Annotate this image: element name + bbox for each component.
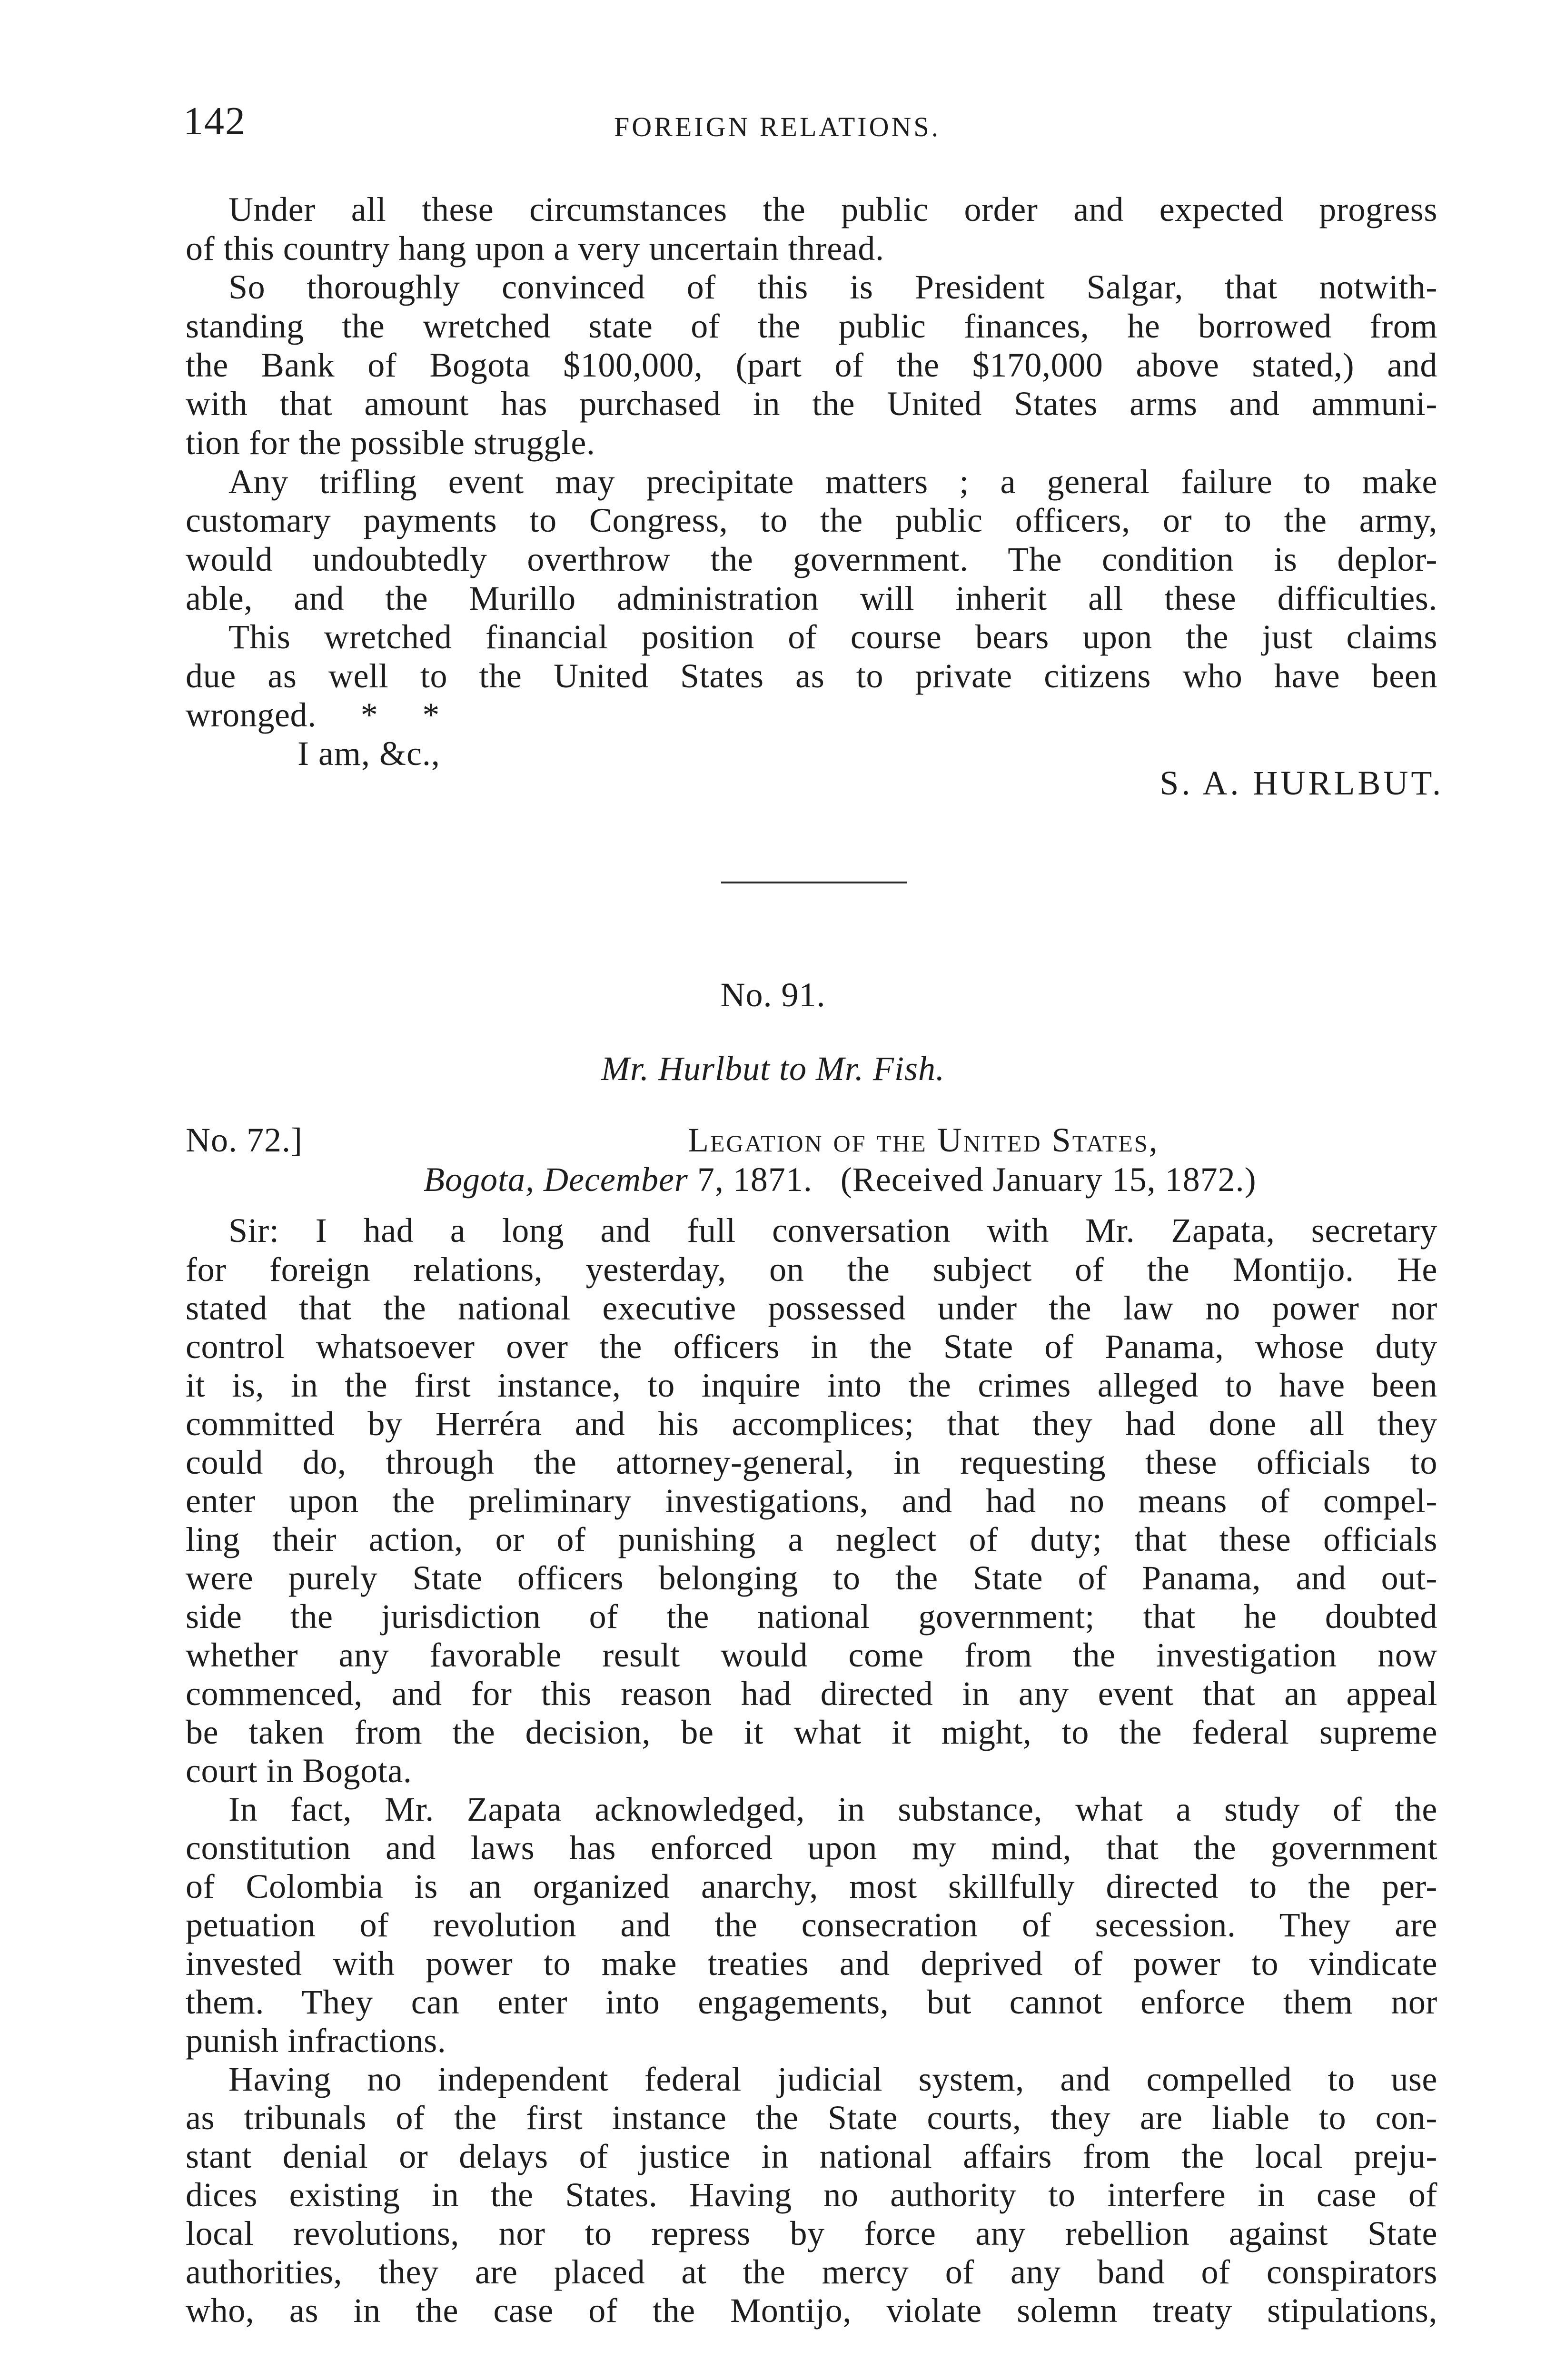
text-line: due as well to the United States as to private citizens who have been <box>186 657 1437 695</box>
text-line: Under all these circumstances the public order and expected progress <box>228 190 1437 228</box>
text-line: stant denial or delays of justice in national affairs from the local preju- <box>186 2137 1437 2175</box>
text-line: dices existing in the States. Having no authority to interfere in case of <box>186 2176 1437 2214</box>
text-line: the Bank of Bogota $100,000, (part of the $170,000 above stated,) and <box>186 346 1437 384</box>
text-line: authorities, they are placed at the mercy of any band of conspirators <box>186 2253 1437 2291</box>
text-line: ling their action, or of punishing a neglect of duty; that these officials <box>186 1520 1437 1558</box>
text-line: In fact, Mr. Zapata acknowledged, in substance, what a study of the <box>228 1790 1437 1828</box>
text-line: as tribunals of the first instance the State courts, they are liable to con- <box>186 2099 1437 2137</box>
text-line: invested with power to make treaties and deprived of power to vindicate <box>186 1944 1437 1983</box>
text-line: of Colombia is an organized anarchy, most skillfully directed to the per- <box>186 1867 1437 1905</box>
text-line: enter upon the preliminary investigations, and had no means of compel- <box>186 1482 1437 1520</box>
text-line: commenced, and for this reason had directed in any event that an appeal <box>186 1675 1437 1713</box>
dispatch-number: No. 72.] <box>186 1121 303 1159</box>
section-divider <box>721 882 907 883</box>
text-line: could do, through the attorney-general, in requesting these officials to <box>186 1443 1437 1481</box>
correspondence-heading: Mr. Hurlbut to Mr. Fish. <box>601 1050 945 1088</box>
text-line: customary payments to Congress, to the public officers, or to the army, <box>186 501 1437 539</box>
text-line: So thoroughly convinced of this is President Salgar, that notwith- <box>228 268 1437 306</box>
dateline <box>424 1160 1257 1199</box>
text-line: with that amount has purchased in the United States arms and ammuni- <box>186 385 1437 423</box>
text-line: Any trifling event may precipitate matters ; a general failure to make <box>228 463 1437 501</box>
legation-line: Legation of the United States, <box>688 1121 1159 1159</box>
text-line: tion for the possible struggle. <box>186 424 595 462</box>
text-line: This wretched financial position of course bears upon the just claims <box>228 618 1437 656</box>
text-line: punish infractions. <box>186 2022 446 2060</box>
document-number: No. 91. <box>720 976 826 1014</box>
text-line: stated that the national executive possessed under the law no power nor <box>186 1289 1437 1327</box>
page-number: 142 <box>183 99 246 143</box>
text-line: them. They can enter into engagements, but cannot enforce them nor <box>186 1983 1437 2021</box>
text-line: it is, in the first instance, to inquire into the crimes alleged to have been <box>186 1366 1437 1404</box>
dateline-place: Bogota, December <box>424 1160 688 1199</box>
text-line: be taken from the decision, be it what it might, to the federal supreme <box>186 1713 1437 1751</box>
text-line: Sir: I had a long and full conversation with Mr. Zapata, secretary <box>228 1211 1437 1250</box>
text-line: control whatsoever over the officers in the State of Panama, whose duty <box>186 1328 1437 1366</box>
text-line: standing the wretched state of the public finances, he borrowed from <box>186 307 1437 345</box>
dateline-date: 7, 1871. <box>697 1160 813 1199</box>
signature: S. A. HURLBUT. <box>1160 764 1444 802</box>
text-line: were purely State officers belonging to the State of Panama, and out- <box>186 1559 1437 1597</box>
text-line: would undoubtedly overthrow the government. The condition is deplor- <box>186 540 1437 578</box>
closing-salutation: I am, &c., <box>297 734 440 773</box>
text-line: local revolutions, nor to repress by force any rebellion against State <box>186 2214 1437 2252</box>
text-line: of this country hang upon a very uncertain thread. <box>186 229 884 268</box>
text-line: able, and the Murillo administration will inherit all these difficulties. <box>186 579 1437 617</box>
text-line: wronged. * * <box>186 696 440 734</box>
received-date: (Received January 15, 1872.) <box>840 1160 1257 1199</box>
text-line: who, as in the case of the Montijo, violate solemn treaty stipulations, <box>186 2291 1437 2330</box>
text-line: committed by Herréra and his accomplices; that they had done all they <box>186 1405 1437 1443</box>
text-line: for foreign relations, yesterday, on the subject of the Montijo. He <box>186 1250 1437 1289</box>
text-line: constitution and laws has enforced upon my mind, that the government <box>186 1829 1437 1867</box>
text-line: petuation of revolution and the consecration of secession. They are <box>186 1906 1437 1944</box>
text-line: side the jurisdiction of the national government; that he doubted <box>186 1597 1437 1636</box>
text-line: court in Bogota. <box>186 1752 412 1790</box>
text-line: whether any favorable result would come from the investigation now <box>186 1636 1437 1674</box>
running-title: FOREIGN RELATIONS. <box>614 111 941 142</box>
text-line: Having no independent federal judicial system, and compelled to use <box>228 2060 1437 2098</box>
